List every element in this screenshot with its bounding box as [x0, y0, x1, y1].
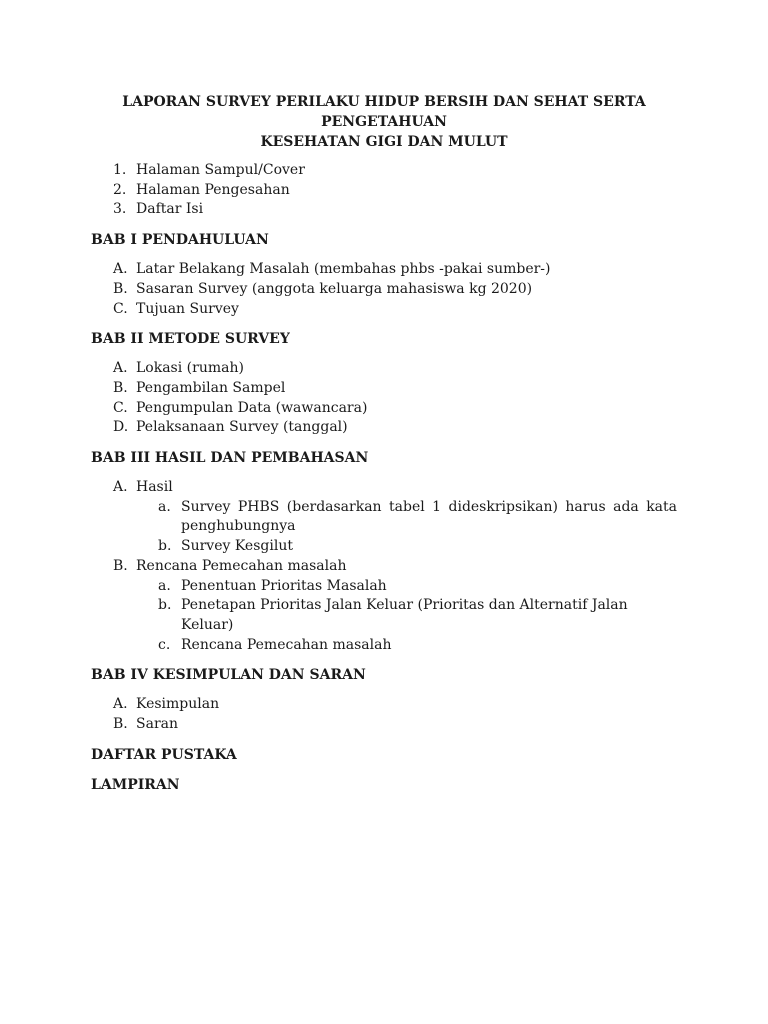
list-item: 2. Halaman Pengesahan — [113, 181, 290, 198]
bab1-list — [91, 260, 677, 319]
list-item: B. Saran — [113, 716, 178, 733]
list-item: B. Pengambilan Sampel — [113, 379, 286, 396]
sublist-item: b. Penetapan Prioritas Jalan Keluar (Prioritas dan Alternatif Jalan Keluar) — [158, 597, 628, 633]
list-item: 1. Halaman Sampul/Cover — [113, 162, 305, 178]
bab1-heading: BAB I PENDAHULUAN — [91, 232, 269, 249]
title-line-1: LAPORAN SURVEY PERILAKU HIDUP BERSIH DAN SEHAT SERTA PENGETAHUAN — [122, 94, 646, 130]
daftar-pustaka-heading: DAFTAR PUSTAKA — [91, 746, 237, 763]
title-line-2: KESEHATAN GIGI DAN MULUT — [260, 134, 508, 150]
list-item: B. Rencana Pemecahan masalah — [113, 557, 347, 574]
list-item: A. Lokasi (rumah) — [113, 360, 244, 377]
list-item: 3. Daftar Isi — [113, 201, 204, 218]
document-title — [91, 92, 677, 152]
bab3-rencana-sublist — [91, 577, 677, 656]
list-item: A. Kesimpulan — [113, 696, 220, 713]
list-item: C. Pengumpulan Data (wawancara) — [113, 399, 368, 416]
front-matter-list — [91, 161, 677, 220]
bab3-list — [91, 478, 677, 498]
bab4-heading: BAB IV KESIMPULAN DAN SARAN — [91, 667, 366, 684]
bab3-hasil-sublist — [91, 498, 677, 557]
list-item: B. Sasaran Survey (anggota keluarga mahasiswa kg 2020) — [113, 280, 533, 297]
sublist-item: c. Rencana Pemecahan masalah — [158, 636, 392, 653]
bab4-list — [91, 695, 677, 734]
bab2-list — [91, 359, 677, 438]
sublist-item: b. Survey Kesgilut — [158, 538, 293, 555]
lampiran-heading: LAMPIRAN — [91, 776, 180, 793]
bab3-list-b — [91, 557, 677, 577]
sublist-item: a. Survey PHBS (berdasarkan tabel 1 dideskripsikan) harus ada kata penghubungnya — [158, 498, 677, 535]
bab2-heading: BAB II METODE SURVEY — [91, 331, 290, 348]
sublist-item: a. Penentuan Prioritas Masalah — [158, 577, 387, 594]
list-item: C. Tujuan Survey — [113, 300, 239, 317]
document-page — [91, 92, 677, 805]
list-item: D. Pelaksanaan Survey (tanggal) — [113, 419, 348, 436]
list-item: A. Latar Belakang Masalah (membahas phbs -pakai sumber-) — [113, 261, 551, 278]
bab3-heading: BAB III HASIL DAN PEMBAHASAN — [91, 450, 369, 467]
list-item: A. Hasil — [113, 479, 173, 496]
